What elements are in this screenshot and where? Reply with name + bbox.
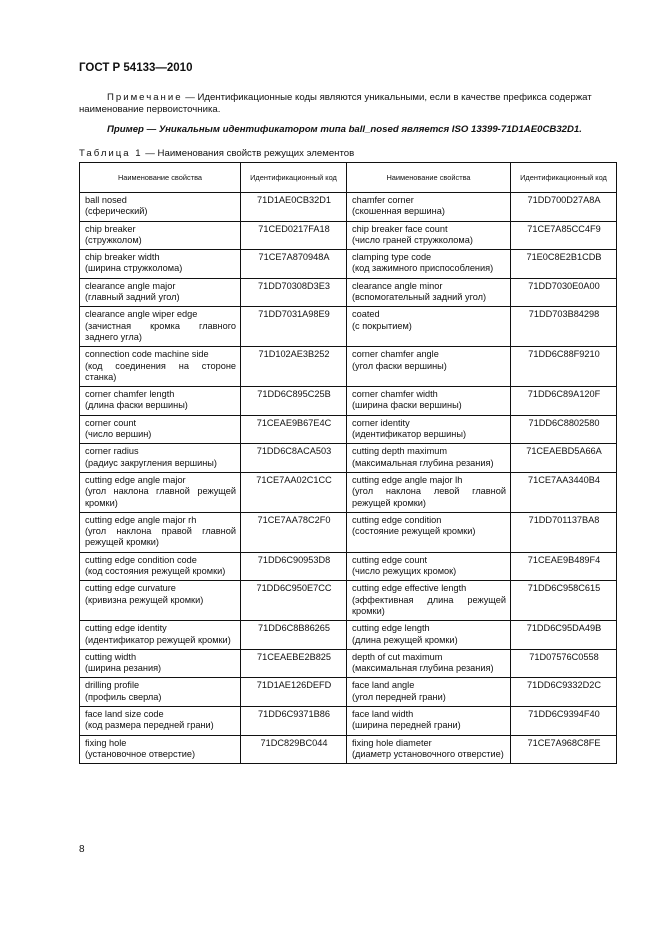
page-number: 8 — [79, 844, 85, 855]
property-name-cell — [347, 472, 511, 512]
properties-table — [79, 162, 617, 764]
id-code-cell — [511, 415, 617, 444]
id-code-cell — [511, 472, 617, 512]
property-name-cell — [80, 347, 241, 387]
property-name-ru: (угол наклона главной режущей кромки) — [85, 486, 236, 508]
note-text: — Идентификационные коды являются уникальными, если в качестве префикса содержат наименование первоисточника. — [79, 92, 592, 115]
property-name-ru: (угол передней грани) — [352, 691, 446, 702]
property-name-ru: (угол фаски вершины) — [352, 360, 447, 371]
id-code: 71CE7A85CC4F9 — [527, 223, 601, 234]
id-code-cell — [511, 706, 617, 735]
property-name-ru: (эффективная длина режущей кромки) — [352, 594, 506, 616]
property-name-en: cutting edge angle major lh — [352, 474, 463, 485]
id-code: 71DD70308D3E3 — [257, 280, 331, 291]
property-name-en: chip breaker width — [85, 252, 160, 263]
property-name-cell — [347, 347, 511, 387]
id-code-cell — [241, 621, 347, 650]
property-name-ru: (код соединения на стороне станка) — [85, 360, 236, 382]
property-name-en: cutting width — [85, 651, 137, 662]
table-header-row — [80, 163, 617, 193]
property-name-cell — [347, 581, 511, 621]
header-property-name-left: Наименование свойства — [80, 163, 241, 193]
property-name-ru: (ширина стружколома) — [85, 263, 183, 274]
table-body — [80, 193, 617, 764]
id-code-cell — [511, 250, 617, 279]
property-name-en: corner count — [85, 417, 137, 428]
id-code: 71DD701137BA8 — [528, 514, 600, 525]
property-name-cell — [80, 649, 241, 678]
table-row — [80, 193, 617, 222]
property-name-en: cutting edge identity — [85, 623, 167, 634]
id-code-cell — [241, 552, 347, 581]
property-name-cell — [80, 581, 241, 621]
property-name-cell — [80, 415, 241, 444]
property-name-ru: (скошенная вершина) — [352, 206, 445, 217]
table-caption-text: — Наименования свойств режущих элементов — [142, 148, 355, 159]
id-code-cell — [511, 347, 617, 387]
id-code-cell — [241, 193, 347, 222]
property-name-ru: (число вершин) — [85, 429, 152, 440]
property-name-en: corner chamfer length — [85, 389, 175, 400]
id-code: 71DD700D27A8A — [527, 195, 601, 205]
table-row — [80, 621, 617, 650]
property-name-en: clearance angle wiper edge — [85, 309, 198, 320]
property-name-ru: (сферический) — [85, 206, 148, 217]
property-name-cell — [347, 221, 511, 250]
property-name-cell — [347, 387, 511, 416]
id-code-cell — [241, 649, 347, 678]
id-code: 71DD703B84298 — [528, 309, 600, 320]
property-name-en: clamping type code — [352, 252, 432, 263]
property-name-ru: (число режущих кромок) — [352, 566, 457, 577]
id-code-cell — [241, 307, 347, 347]
table-row — [80, 221, 617, 250]
property-name-en: cutting edge condition code — [85, 554, 197, 565]
property-name-ru: (ширина резания) — [85, 663, 162, 674]
id-code: 71CE7A968C8FE — [527, 737, 601, 748]
table-caption-label: Таблица 1 — [79, 148, 143, 159]
id-code: 71DD6C9371B86 — [257, 708, 331, 719]
id-code: 71CEAE9B67E4C — [256, 417, 332, 428]
id-code-cell — [511, 735, 617, 764]
table-row — [80, 387, 617, 416]
property-name-en: face land width — [352, 708, 414, 719]
id-code: 71CEAEBE2B825 — [256, 651, 332, 662]
id-code: 71DD6C89A120F — [527, 389, 601, 400]
table-row — [80, 444, 617, 473]
property-name-en: cutting edge curvature — [85, 583, 176, 594]
header-id-code-left: Идентификационный код — [241, 163, 347, 193]
table-row — [80, 706, 617, 735]
property-name-cell — [80, 444, 241, 473]
id-code-cell — [241, 678, 347, 707]
property-name-en: clearance angle major — [85, 280, 176, 291]
property-name-ru: (ширина передней грани) — [352, 720, 461, 731]
property-name-en: chip breaker face count — [352, 223, 448, 234]
property-name-en: connection code machine side — [85, 349, 209, 360]
id-code: 71CE7AA02C1CC — [256, 474, 332, 485]
property-name-en: corner chamfer angle — [352, 349, 439, 360]
id-code: 71DD6C8B86265 — [257, 623, 331, 634]
property-name-en: corner chamfer width — [352, 389, 438, 400]
property-name-ru: (кривизна режущей кромки) — [85, 594, 204, 605]
id-code: 71DD6C88F9210 — [528, 349, 600, 360]
property-name-en: clearance angle minor — [352, 280, 443, 291]
note-paragraph — [79, 92, 615, 116]
property-name-ru: (длина фаски вершины) — [85, 400, 188, 411]
property-name-en: cutting edge condition — [352, 514, 442, 525]
property-name-cell — [347, 307, 511, 347]
table-row — [80, 250, 617, 279]
property-name-cell — [80, 193, 241, 222]
property-name-ru: (код зажимного приспособления) — [352, 263, 494, 274]
property-name-ru: (стружколом) — [85, 234, 142, 245]
id-code-cell — [511, 444, 617, 473]
property-name-ru: (ширина фаски вершины) — [352, 400, 462, 411]
id-code-cell — [511, 678, 617, 707]
property-name-cell — [347, 193, 511, 222]
id-code-cell — [511, 221, 617, 250]
property-name-ru: (код состояния режущей кромки) — [85, 566, 226, 577]
property-name-en: cutting edge angle major — [85, 474, 186, 485]
property-name-cell — [347, 278, 511, 307]
property-name-ru: (максимальная глубина резания) — [352, 457, 494, 468]
table-row — [80, 278, 617, 307]
property-name-ru: (с покрытием) — [352, 320, 412, 331]
table-row — [80, 415, 617, 444]
property-name-cell — [80, 387, 241, 416]
property-name-en: cutting edge count — [352, 554, 428, 565]
id-code: 71D102AE3B252 — [258, 349, 330, 360]
property-name-ru: (состояние режущей кромки) — [352, 526, 476, 537]
id-code: 71DD6C8802580 — [528, 417, 600, 428]
id-code-cell — [511, 552, 617, 581]
id-code-cell — [511, 621, 617, 650]
property-name-en: cutting depth maximum — [352, 446, 447, 457]
id-code: 71D07576C0558 — [529, 651, 599, 662]
id-code: 71DD6C95DA49B — [526, 623, 602, 634]
id-code: 71DD6C9332D2C — [526, 680, 602, 691]
id-code-cell — [241, 347, 347, 387]
id-code-cell — [511, 649, 617, 678]
property-name-cell — [80, 512, 241, 552]
id-code-cell — [511, 193, 617, 222]
table-row — [80, 472, 617, 512]
property-name-ru: (идентификатор вершины) — [352, 429, 467, 440]
property-name-en: chamfer corner — [352, 195, 414, 205]
property-name-cell — [347, 552, 511, 581]
property-name-en: corner identity — [352, 417, 410, 428]
id-code: 71DD6C958C615 — [527, 583, 601, 594]
id-code: 71DD6C90953D8 — [257, 554, 331, 565]
id-code-cell — [241, 250, 347, 279]
property-name-ru: (число граней стружколома) — [352, 234, 473, 245]
table-row — [80, 735, 617, 764]
header-id-code-right: Идентификационный код — [511, 163, 617, 193]
note-label: Примечание — [107, 92, 183, 103]
table-row — [80, 552, 617, 581]
id-code: 71CE7A870948A — [258, 252, 330, 263]
id-code: 71DD6C895C25B — [257, 389, 331, 400]
property-name-en: cutting edge angle major rh — [85, 514, 197, 525]
property-name-cell — [80, 678, 241, 707]
table-row — [80, 512, 617, 552]
property-name-ru: (главный задний угол) — [85, 292, 180, 303]
id-code: 71E0C8E2B1CDB — [526, 252, 602, 263]
header-property-name-right: Наименование свойства — [347, 163, 511, 193]
property-name-cell — [347, 706, 511, 735]
property-name-cell — [347, 649, 511, 678]
id-code-cell — [511, 307, 617, 347]
id-code-cell — [241, 415, 347, 444]
id-code: 71DC829BC044 — [260, 737, 328, 748]
id-code: 71CED0217FA18 — [258, 223, 330, 234]
id-code-cell — [241, 472, 347, 512]
property-name-cell — [347, 678, 511, 707]
id-code-cell — [511, 581, 617, 621]
id-code-cell — [241, 387, 347, 416]
property-name-cell — [80, 472, 241, 512]
property-name-ru: (идентификатор режущей кромки) — [85, 634, 231, 645]
property-name-ru: (длина режущей кромки) — [352, 634, 458, 645]
property-name-cell — [80, 735, 241, 764]
id-code: 71CEAEBD5A66A — [526, 446, 602, 457]
property-name-en: fixing hole diameter — [352, 737, 432, 748]
id-code: 71CEAE9B489F4 — [527, 554, 601, 565]
id-code-cell — [511, 387, 617, 416]
property-name-en: face land angle — [352, 680, 415, 691]
property-name-en: corner radius — [85, 446, 139, 457]
property-name-cell — [347, 735, 511, 764]
document-header: ГОСТ Р 54133—2010 — [79, 62, 193, 74]
table-row — [80, 581, 617, 621]
property-name-cell — [80, 250, 241, 279]
id-code-cell — [241, 735, 347, 764]
property-name-cell — [347, 512, 511, 552]
property-name-en: depth of cut maximum — [352, 651, 443, 662]
table-row — [80, 307, 617, 347]
id-code-cell — [241, 706, 347, 735]
property-name-cell — [347, 250, 511, 279]
property-name-cell — [80, 621, 241, 650]
property-name-en: fixing hole — [85, 737, 127, 748]
table-row — [80, 678, 617, 707]
property-name-ru: (профиль сверла) — [85, 691, 162, 702]
property-name-ru: (угол наклона левой главной режущей кромки) — [352, 486, 506, 508]
id-code: 71CE7AA3440B4 — [527, 474, 601, 485]
property-name-en: face land size code — [85, 708, 164, 719]
property-name-en: ball nosed — [85, 195, 127, 205]
id-code-cell — [241, 512, 347, 552]
property-name-en: cutting edge length — [352, 623, 430, 634]
id-code-cell — [511, 512, 617, 552]
example-paragraph: Пример — Уникальным идентификатором типа ball_nosed является ISO 13399-71D1AE0CB32D1. — [107, 124, 582, 135]
property-name-ru: (вспомогательный задний угол) — [352, 292, 487, 303]
id-code: 71DD6C9394F40 — [528, 708, 600, 719]
id-code-cell — [241, 278, 347, 307]
id-code: 71CE7AA78C2F0 — [257, 514, 331, 525]
property-name-cell — [80, 552, 241, 581]
id-code-cell — [241, 221, 347, 250]
property-name-ru: (код размера передней грани) — [85, 720, 214, 731]
property-name-ru: (установочное отверстие) — [85, 748, 196, 759]
id-code: 71DD6C8ACA503 — [256, 446, 332, 457]
table-caption — [79, 148, 354, 159]
property-name-cell — [347, 444, 511, 473]
property-name-ru: (угол наклона правой главной режущей кромки) — [85, 526, 236, 548]
property-name-en: drilling profile — [85, 680, 140, 691]
property-name-ru: (максимальная глубина резания) — [352, 663, 494, 674]
property-name-cell — [80, 221, 241, 250]
id-code: 71DD6C950E7CC — [256, 583, 332, 594]
id-code-cell — [241, 581, 347, 621]
id-code: 71D1AE126DEFD — [256, 680, 332, 691]
id-code-cell — [241, 444, 347, 473]
property-name-en: cutting edge effective length — [352, 583, 467, 594]
id-code-cell — [511, 278, 617, 307]
property-name-en: chip breaker — [85, 223, 136, 234]
property-name-cell — [80, 278, 241, 307]
id-code: 71D1AE0CB32D1 — [256, 195, 332, 205]
property-name-en: coated — [352, 309, 380, 320]
property-name-cell — [80, 706, 241, 735]
property-name-ru: (зачистная кромка главного заднего угла) — [85, 320, 236, 342]
property-name-ru: (диаметр установочного отверстие) — [352, 748, 504, 759]
id-code: 71DD7031A98E9 — [258, 309, 330, 320]
property-name-ru: (радиус закругления вершины) — [85, 457, 217, 468]
property-name-cell — [80, 307, 241, 347]
property-name-cell — [347, 415, 511, 444]
property-name-cell — [347, 621, 511, 650]
id-code: 71DD7030E0A00 — [528, 280, 600, 291]
table-row — [80, 347, 617, 387]
table-row — [80, 649, 617, 678]
